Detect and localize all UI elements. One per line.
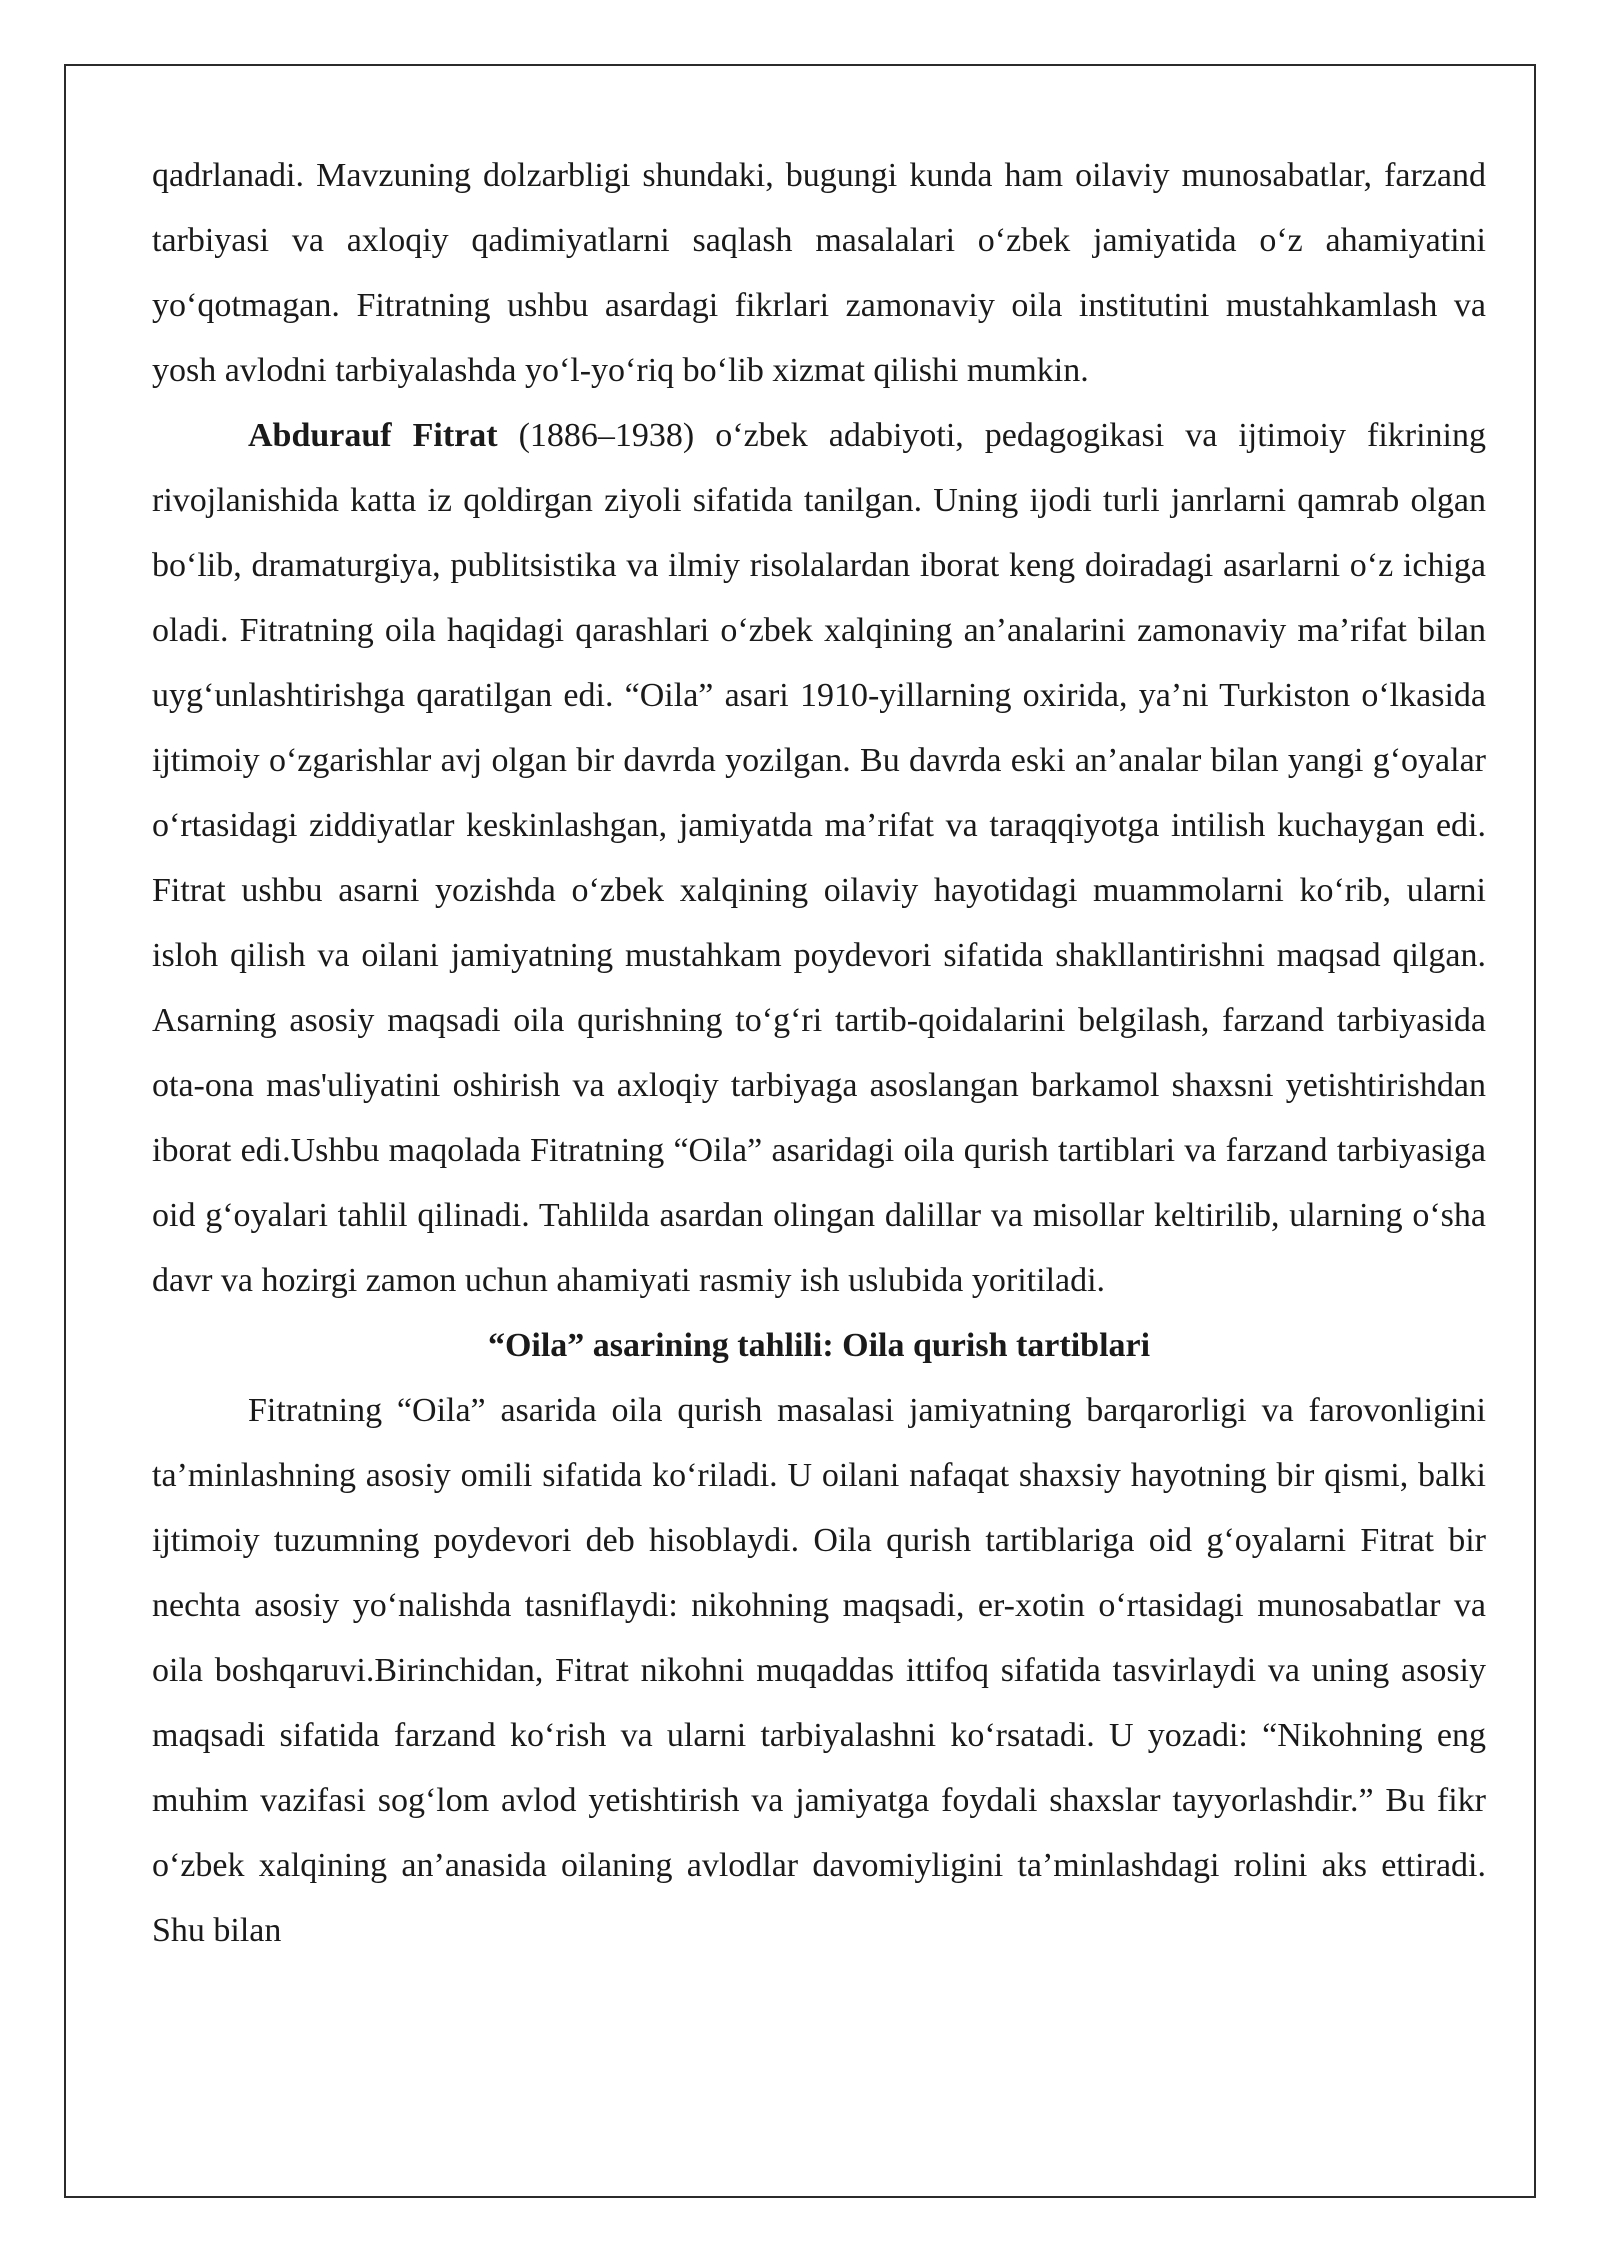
paragraph-intro-continuation: qadrlanadi. Mavzuning dolzarbligi shundaki, bugungi kunda ham oilaviy munosabatlar, farzand tarbiyasi va axloqiy qadimiyatlarni saqlash masalalari oʻzbek jamiyatida oʻz ahamiyatini yoʻqotmagan. Fitratning ushbu asardagi fikrlari zamonaviy oila institutini mustahkamlash va yosh avlodni tarbiyalashda yoʻl-yoʻriq boʻlib xizmat qilishi mumkin. — [152, 157, 1486, 389]
section-heading: “Oila” asarining tahlili: Oila qurish tartiblari — [487, 1327, 1151, 1364]
paragraph-fitrat-biography-text: (1886–1938) oʻzbek adabiyoti, pedagogikasi va ijtimoiy fikrining rivojlanishida katta iz qoldirgan ziyoli sifatida tanilgan. Uning ijodi turli janrlarni qamrab olgan boʻlib, dramaturgiya, publitsistika va ilmiy risolalardan iborat keng doiradagi asarlarni oʻz ichiga oladi. Fitratning oila haqidagi qarashlari oʻzbek xalqining an’analarini zamonaviy ma’rifat bilan uygʻunlashtirishga qaratilgan edi. “Oila” asari 1910-yillarning oxirida, ya’ni Turkiston oʻlkasida ijtimoiy oʻzgarishlar avj olgan bir davrda yozilgan. Bu davrda eski an’analar bilan yangi gʻoyalar oʻrtasidagi ziddiyatlar keskinlashgan, jamiyatda ma’rifat va taraqqiyotga intilish kuchaygan edi. Fitrat ushbu asarni yozishda oʻzbek xalqining oilaviy hayotidagi muammolarni koʻrib, ularni isloh qilish va oilani jamiyatning mustahkam poydevori sifatida shakllantirishni maqsad qilgan. Asarning asosiy maqsadi oila qurishning toʻgʻri tartib-qoidalarini belgilash, farzand tarbiyasida ota-ona mas'uliyatini oshirish va axloqiy tarbiyaga asoslangan barkamol shaxsni yetishtirishdan iborat edi.Ushbu maqolada Fitratning “Oila” asaridagi oila qurish tartiblari va farzand tarbiyasiga oid gʻoyalari tahlil qilinadi. Tahlilda asardan olingan dalillar va misollar keltirilib, ularning oʻsha davr va hozirgi zamon uchun ahamiyati rasmiy ish uslubida yoritiladi. — [152, 417, 1486, 1299]
paragraph-analysis: Fitratning “Oila” asarida oila qurish masalasi jamiyatning barqarorligi va farovonligini ta’minlashning asosiy omili sifatida koʻriladi. U oilani nafaqat shaxsiy hayotning bir qismi, balki ijtimoiy tuzumning poydevori deb hisoblaydi. Oila qurish tartiblariga oid gʻoyalarni Fitrat bir nechta asosiy yoʻnalishda tasniflaydi: nikohning maqsadi, er-xotin oʻrtasidagi munosabatlar va oila boshqaruvi.Birinchidan, Fitrat nikohni muqaddas ittifoq sifatida tasvirlaydi va uning asosiy maqsadi sifatida farzand koʻrish va ularni tarbiyalashni koʻrsatadi. U yozadi: “Nikohning eng muhim vazifasi sogʻlom avlod yetishtirish va jamiyatga foydali shaxslar tayyorlashdir.” Bu fikr oʻzbek xalqining an’anasida oilaning avlodlar davomiyligini ta’minlashdagi rolini aks ettiradi. Shu bilan — [152, 1392, 1486, 1949]
paragraph-fitrat-biography — [152, 403, 1486, 1313]
author-name: Abdurauf Fitrat — [248, 417, 498, 454]
document-body — [152, 143, 1486, 1963]
